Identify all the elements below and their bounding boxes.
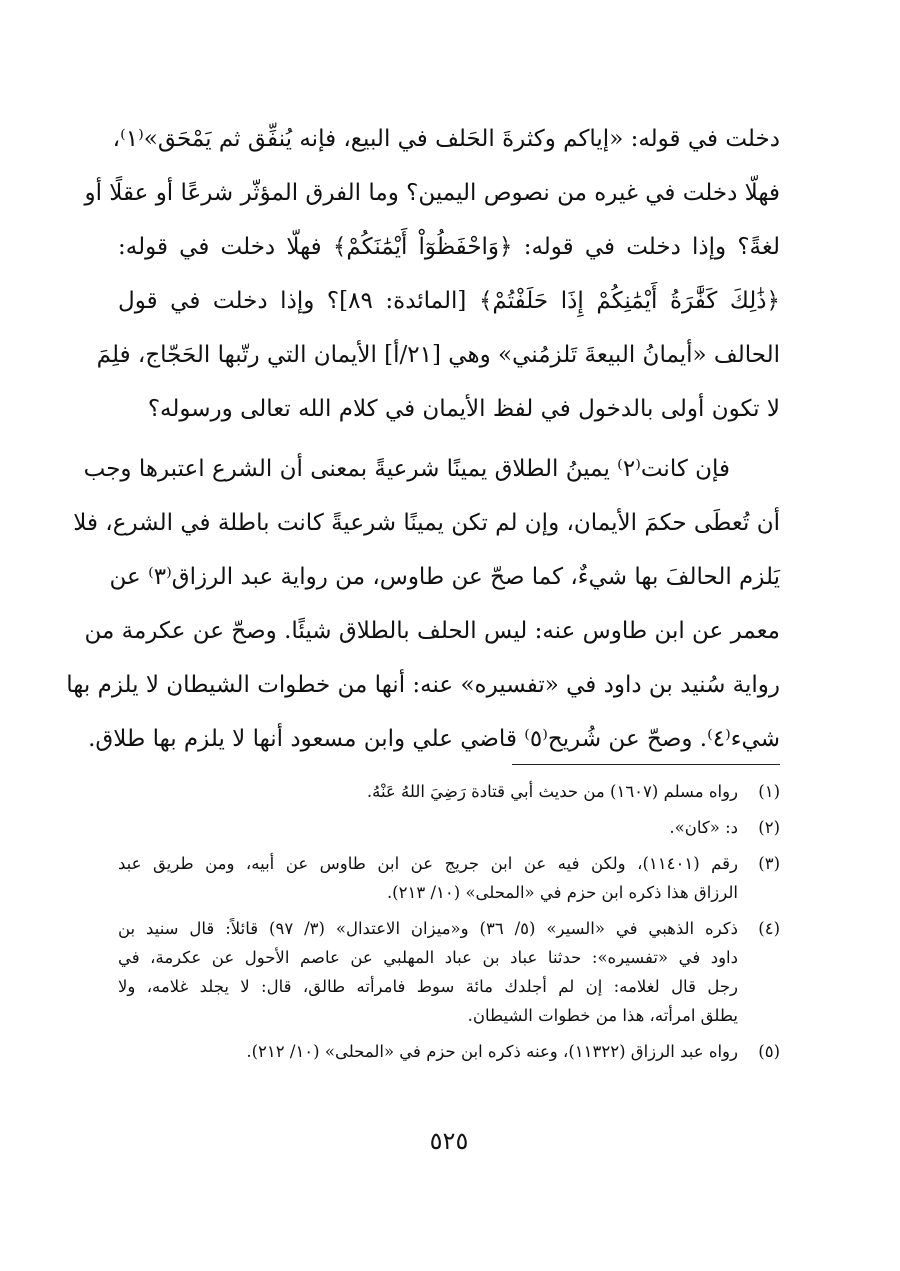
footnote-line: الرزاق هذا ذكره ابن حزم في «المحلى» (١٠/ ٢١٣).: [386, 883, 738, 902]
footnote-2: [118, 813, 780, 842]
footnote-5: [118, 1037, 780, 1066]
footnote-separator: [512, 764, 780, 765]
footnote-line: رواه مسلم (١٦٠٧) من حديث أبي قتادة رَضِيَ اللهُ عَنْهُ.: [366, 782, 738, 801]
body-line: أن تُعطَى حكمَ الأيمان، وإن لم تكن يمينًا شرعيةً كانت باطلة في الشرع، فلا: [73, 510, 780, 536]
footnote-line: ذكره الذهبي في «السير» (٥/ ٣٦) و«ميزان الاعتدال» (٣/ ٩٧) قائلاً: قال سنيد بن: [118, 919, 738, 938]
footnote-line: رجل قال لغلامه: إن لم أجلدك مائة سوط فامرأته طالق، قال: لا يجلد غلامه، ولا: [118, 977, 738, 996]
footnote-number: (٥): [758, 1042, 780, 1061]
body-line: الحالف «أيمانُ البيعةَ تَلزمُني» وهي [٢١/أ] الأيمان التي رتّبها الحَجّاج، فلِمَ: [96, 342, 780, 368]
footnotes: [118, 777, 780, 1073]
footnote-number: (١): [758, 782, 780, 801]
body-line: فإن كانت⁽٢⁾ يمينُ الطلاق يمينًا شرعيةً بمعنى أن الشرع اعتبرها وجب: [83, 456, 730, 482]
footnote-line: داود في «تفسيره»: حدثنا عباد بن عباد المهلبي عن عاصم الأحول عن عكرمة، في: [118, 948, 738, 967]
footnote-4: [118, 914, 780, 1030]
body-line: لا تكون أولى بالدخول في لفظ الأيمان في كلام الله تعالى ورسوله؟: [147, 396, 780, 422]
body-line: رواية سُنيد بن داود في «تفسيره» عنه: أنها من خطوات الشيطان لا يلزم بها: [66, 672, 780, 698]
page-number: ٥٢٥: [429, 1127, 469, 1155]
paragraph-1: [84, 112, 780, 436]
body-line: دخلت في قوله: «إياكم وكثرةَ الحَلف في البيع، فإنه يُنفِّق ثم يَمْحَق»⁽١⁾،: [112, 126, 780, 152]
body-line: يَلزم الحالفَ بها شيءٌ، كما صحّ عن طاوس، من رواية عبد الرزاق⁽٣⁾ عن: [109, 564, 780, 590]
paragraph-2: [66, 442, 780, 766]
book-page: [66, 112, 780, 1172]
body-line: فهلّا دخلت في غيره من نصوص اليمين؟ وما الفرق المؤثّر شرعًا أو عقلًا أو: [84, 180, 780, 206]
footnote-number: (٤): [758, 919, 780, 938]
body-line: شيء⁽٤⁾. وصحّ عن شُريح⁽٥⁾ قاضي علي وابن مسعود أنها لا يلزم بها طلاق.: [88, 726, 780, 752]
footnote-line: يطلق امرأته، هذا من خطوات الشيطان.: [467, 1006, 738, 1025]
footnote-line: رواه عبد الرزاق (١١٣٢٢)، وعنه ذكره ابن حزم في «المحلى» (١٠/ ٢١٢).: [246, 1042, 738, 1061]
footnote-line: د: «كان».: [669, 818, 738, 837]
body-line: لغةً؟ وإذا دخلت في قوله: ﴿وَاحْفَظُوٓاْ أَيْمَٰنَكُمْ﴾ فهلّا دخلت في قوله:: [118, 234, 780, 260]
footnote-1: [118, 777, 780, 806]
footnote-number: (٣): [758, 854, 780, 873]
body-line: معمر عن ابن طاوس عنه: ليس الحلف بالطلاق شيئًا. وصحّ عن عكرمة من: [84, 618, 780, 644]
footnote-3: [118, 849, 780, 907]
footnote-number: (٢): [758, 818, 780, 837]
footnote-line: رقم (١١٤٠١)، ولكن فيه عن ابن جريج عن ابن طاوس عن أبيه، ومن طريق عبد: [118, 854, 738, 873]
body-line: ﴿ذَٰلِكَ كَفَّٰرَةُ أَيْمَٰنِكُمْ إِذَا حَلَفْتُمْ﴾ [المائدة: ٨٩]؟ وإذا دخلت في قول: [118, 288, 780, 314]
